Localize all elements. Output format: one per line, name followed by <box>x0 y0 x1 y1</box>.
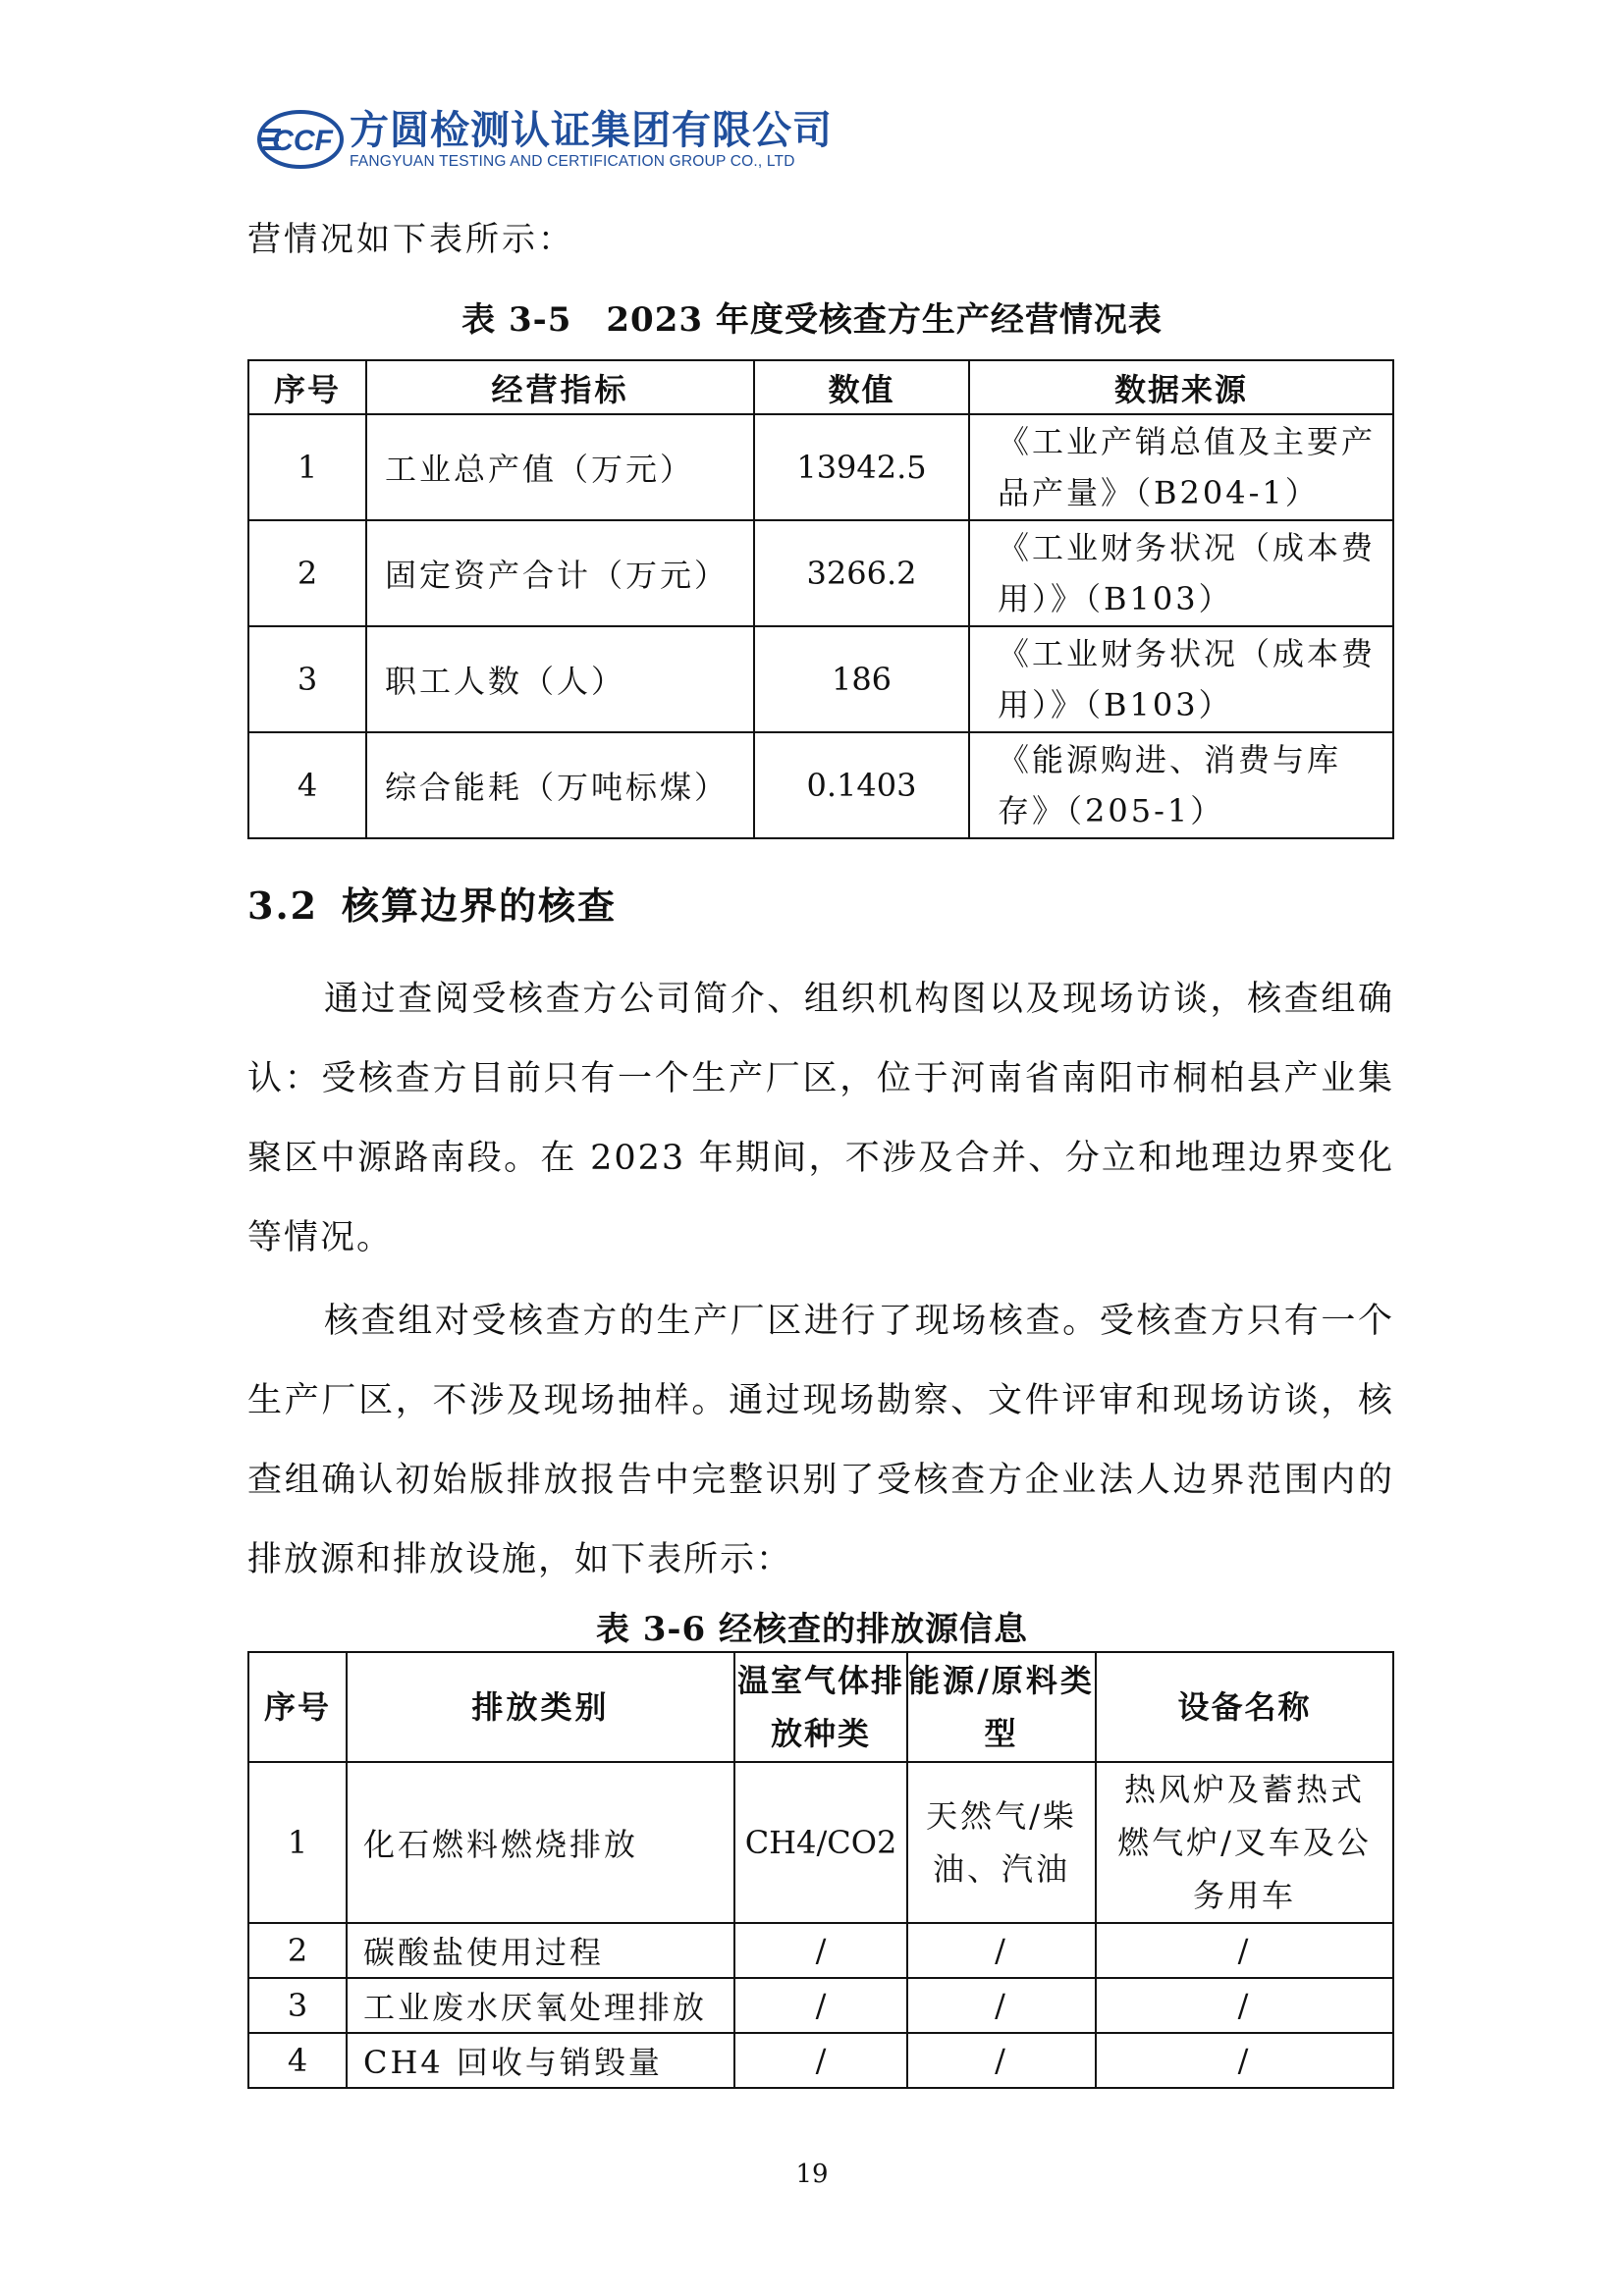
col-header-ghg: 温室气体排放种类 <box>734 1652 907 1762</box>
cell-value: 0.1403 <box>754 732 969 838</box>
table-row <box>248 1762 1393 1923</box>
logo-mark-text: CCF <box>272 125 333 157</box>
cell-seq: 4 <box>248 732 366 838</box>
cell-source: 《能源购进、消费与库存》（205-1） <box>969 732 1393 838</box>
table-header-row <box>248 1652 1393 1762</box>
cell-equipment: / <box>1096 2033 1393 2088</box>
table-3-5-caption: 表 3-5 2023 年度受核查方生产经营情况表 <box>461 300 1163 340</box>
cell-indicator: 职工人数（人） <box>366 626 754 732</box>
intro-line: 营情况如下表所示： <box>247 220 574 259</box>
cell-ghg: / <box>734 1923 907 1978</box>
cell-value: 3266.2 <box>754 520 969 626</box>
cell-indicator: 固定资产合计（万元） <box>366 520 754 626</box>
cell-value: 13942.5 <box>754 414 969 520</box>
company-logo <box>257 100 833 179</box>
company-name-cn: 方圆检测认证集团有限公司 <box>350 108 833 153</box>
table-row <box>248 1923 1393 1978</box>
cell-seq: 2 <box>248 520 366 626</box>
table-row <box>248 1978 1393 2033</box>
table-row <box>248 626 1393 732</box>
cell-equipment: 热风炉及蓄热式燃气炉/叉车及公务用车 <box>1096 1762 1393 1923</box>
ccf-logo-icon <box>257 109 344 170</box>
paragraph-boundary: 通过查阅受核查方公司简介、组织机构图以及现场访谈，核查组确认：受核查方目前只有一个生产厂区，位于河南省南阳市桐柏县产业集聚区中源路南段。在 2023 年期间，不涉及合并、分立和地理边界变化等情况。 <box>247 980 1394 1257</box>
cell-ghg: / <box>734 1978 907 2033</box>
col-header-equipment: 设备名称 <box>1096 1652 1393 1762</box>
section-title: 核算边界的核查 <box>342 883 618 928</box>
cell-ghg: CH4/CO2 <box>734 1762 907 1923</box>
emission-sources-table <box>247 1651 1394 2089</box>
table-header-row <box>248 360 1393 414</box>
cell-seq: 4 <box>248 2033 347 2088</box>
col-header-type: 排放类别 <box>347 1652 734 1762</box>
col-header-seq: 序号 <box>248 1652 347 1762</box>
cell-seq: 1 <box>248 414 366 520</box>
cell-seq: 2 <box>248 1923 347 1978</box>
cell-source: 《工业财务状况（成本费用）》（B103） <box>969 520 1393 626</box>
table-row <box>248 2033 1393 2088</box>
company-name-en: FANGYUAN TESTING AND CERTIFICATION GROUP CO., LTD <box>350 153 795 170</box>
cell-source: 《工业产销总值及主要产品产量》（B204-1） <box>969 414 1393 520</box>
table-row <box>248 732 1393 838</box>
cell-energy: / <box>907 2033 1096 2088</box>
cell-seq: 3 <box>248 626 366 732</box>
cell-seq: 3 <box>248 1978 347 2033</box>
col-header-indicator: 经营指标 <box>366 360 754 414</box>
cell-type: 碳酸盐使用过程 <box>347 1923 734 1978</box>
table-row <box>248 520 1393 626</box>
col-header-energy: 能源/原料类型 <box>907 1652 1096 1762</box>
cell-ghg: / <box>734 2033 907 2088</box>
col-header-source: 数据来源 <box>969 360 1393 414</box>
cell-type: 工业废水厌氧处理排放 <box>347 1978 734 2033</box>
cell-type: CH4 回收与销毁量 <box>347 2033 734 2088</box>
table-row <box>248 414 1393 520</box>
operations-table <box>247 359 1394 839</box>
cell-energy: 天然气/柴油、汽油 <box>907 1762 1096 1923</box>
col-header-value: 数值 <box>754 360 969 414</box>
cell-equipment: / <box>1096 1978 1393 2033</box>
paragraph-site-check: 核查组对受核查方的生产厂区进行了现场核查。受核查方只有一个生产厂区，不涉及现场抽样。通过现场勘察、文件评审和现场访谈，核查组确认初始版排放报告中完整识别了受核查方企业法人边界范围内的排放源和排放设施，如下表所示： <box>247 1302 1394 1579</box>
table-3-6-caption: 表 3-6 经核查的排放源信息 <box>595 1610 1029 1649</box>
cell-indicator: 综合能耗（万吨标煤） <box>366 732 754 838</box>
cell-value: 186 <box>754 626 969 732</box>
section-number: 3.2 <box>247 883 319 928</box>
cell-equipment: / <box>1096 1923 1393 1978</box>
cell-energy: / <box>907 1978 1096 2033</box>
cell-indicator: 工业总产值（万元） <box>366 414 754 520</box>
cell-type: 化石燃料燃烧排放 <box>347 1762 734 1923</box>
section-heading <box>247 876 617 930</box>
cell-energy: / <box>907 1923 1096 1978</box>
cell-source: 《工业财务状况（成本费用）》（B103） <box>969 626 1393 732</box>
col-header-seq: 序号 <box>248 360 366 414</box>
cell-seq: 1 <box>248 1762 347 1923</box>
page-number: 19 <box>795 2160 829 2189</box>
